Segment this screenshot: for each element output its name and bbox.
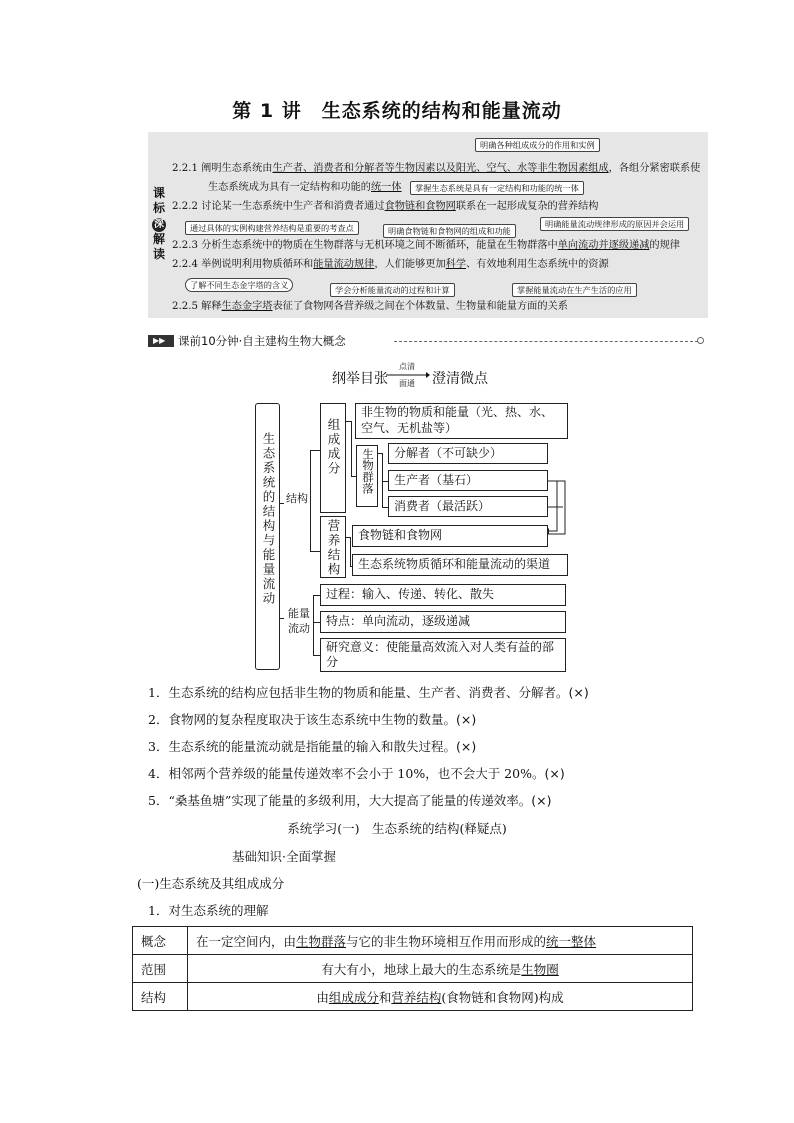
brace xyxy=(313,655,320,656)
table-row xyxy=(133,955,693,983)
connector xyxy=(280,618,284,619)
note-energy-calc: 学会分析能量流动的过程和计算 xyxy=(330,283,455,297)
objective-1-line1: 2.2.1 阐明生态系统由生产者、消费者和分解者等生物因素以及阳光、空气、水等非生物因素组成，各组分紧密联系使 xyxy=(172,163,701,174)
map-header-right: 澄清微点 xyxy=(432,371,488,387)
judgment-4: 4．相邻两个营养级的能量传递效率不会小于 10%，也不会大于 20%。(×) xyxy=(148,766,565,781)
brace xyxy=(310,551,320,552)
judgment-2: 2．食物网的复杂程度取决于该生态系统中生物的数量。(×) xyxy=(148,712,477,727)
map-composition-box: 组成成分 xyxy=(320,403,346,513)
objective-3: 2.2.3 分析生态系统中的物质在生物群落与无机环境之间不断循环，能量在生物群落中单向流动并逐级递减的规律 xyxy=(172,240,680,251)
map-structure-label: 结构 xyxy=(286,492,308,505)
objective-2: 2.2.2 讨论某一生态系统中生产者和消费者通过食物链和食物网联系在一起形成复杂的营养结构 xyxy=(172,201,599,212)
table-value: 由组成成分和营养结构(食物链和食物网)构成 xyxy=(188,983,693,1011)
note-pyramid: 了解不同生态金字塔的含义 xyxy=(185,278,293,292)
brace xyxy=(350,537,351,566)
table-value: 有大有小，地球上最大的生态系统是生物圈 xyxy=(188,955,693,983)
table-key: 范围 xyxy=(133,955,188,983)
note-foodweb: 明确食物链和食物网的组成和功能 xyxy=(383,224,516,238)
note-components: 明确各种组成成分的作用和实例 xyxy=(475,138,600,152)
brace xyxy=(382,453,383,507)
brace xyxy=(313,595,314,655)
banner-divider xyxy=(394,341,698,342)
map-community-box: 生物群落 xyxy=(356,445,378,507)
item-heading: 1．对生态系统的理解 xyxy=(148,903,269,918)
definition-table xyxy=(132,926,693,1011)
judgment-1: 1．生态系统的结构应包括非生物的物质和能量、生产者、消费者、分解者。(×) xyxy=(148,685,589,700)
objective-1-line2: 生态系统成为具有一定结构和功能的统一体 xyxy=(208,182,402,193)
brace xyxy=(310,450,320,451)
map-root-box: 生态系统的结构与能量流动 xyxy=(255,403,280,670)
map-producer-box: 生产者（基石） xyxy=(388,470,548,491)
map-arrow-bottom: 面通 xyxy=(399,379,415,388)
table-key: 结构 xyxy=(133,983,188,1011)
table-value: 在一定空间内，由生物群落与它的非生物环境相互作用而形成的统一整体 xyxy=(188,927,693,955)
map-trophic-box: 营养结构 xyxy=(320,516,346,578)
note-trophic-structure: 通过具体的实例构建营养结构是重要的考查点 xyxy=(185,221,359,235)
judgment-3: 3．生态系统的能量流动就是指能量的输入和散失过程。(×) xyxy=(148,739,477,754)
objectives-side-label: 课 标 深 解 读 xyxy=(152,186,165,261)
map-decomposer-box: 分解者（不可缺少） xyxy=(388,443,548,464)
judgment-5: 5．“桑基鱼塘”实现了能量的多级利用，大大提高了能量的传递效率。(×) xyxy=(148,793,552,808)
note-energy-application: 掌握能量流动在生产生活的应用 xyxy=(512,283,637,297)
brace xyxy=(310,450,311,552)
map-energy-label: 能量流动 xyxy=(288,607,310,635)
brace xyxy=(351,421,352,476)
map-consumer-box: 消费者（最活跃） xyxy=(388,496,548,517)
note-energy-law: 明确能量流动规律形成的原因并会运用 xyxy=(540,217,689,231)
brace xyxy=(313,622,320,623)
subsection-title: 基础知识·全面掌握 xyxy=(232,849,336,864)
table-row xyxy=(133,983,693,1011)
section-banner: ▶▶ 课前10分钟·自主建构生物大概念 xyxy=(148,334,704,348)
objective-4: 2.2.4 举例说明利用物质循环和能量流动规律，人们能够更加科学、有效地利用生态系统中的资源 xyxy=(172,259,609,270)
deep-badge: 深 xyxy=(154,219,164,230)
map-foodweb-box: 食物链和食物网 xyxy=(352,525,548,547)
connector xyxy=(280,503,284,504)
note-unity: 掌握生态系统是具有一定结构和功能的统一体 xyxy=(410,181,584,195)
brace xyxy=(313,595,320,596)
table-key: 概念 xyxy=(133,927,188,955)
page-title: 第 1 讲 生态系统的结构和能量流动 xyxy=(232,100,562,122)
part-heading: (一)生态系统及其组成成分 xyxy=(137,876,285,891)
banner-end-circle-icon xyxy=(697,337,704,344)
map-arrow-top: 点清 xyxy=(399,362,415,371)
table-row xyxy=(133,927,693,955)
map-process-box: 过程：输入、传递、转化、散失 xyxy=(320,584,566,606)
objective-5: 2.2.5 解释生态金字塔表征了食物网各营养级之间在个体数量、生物量和能量方面的关系 xyxy=(172,301,568,312)
map-feature-box: 特点：单向流动，逐级递减 xyxy=(320,611,566,633)
map-abiotic-box: 非生物的物质和能量（光、热、水、空气、无机盐等） xyxy=(355,403,568,439)
play-icon xyxy=(148,335,174,347)
section-title: 系统学习(一) 生态系统的结构(释疑点) xyxy=(287,821,507,836)
map-significance-box: 研究意义：使能量高效流入对人类有益的部分 xyxy=(320,638,566,672)
map-channel-box: 生态系统物质循环和能量流动的渠道 xyxy=(352,554,568,576)
map-header-left: 纲举目张 xyxy=(332,371,388,387)
